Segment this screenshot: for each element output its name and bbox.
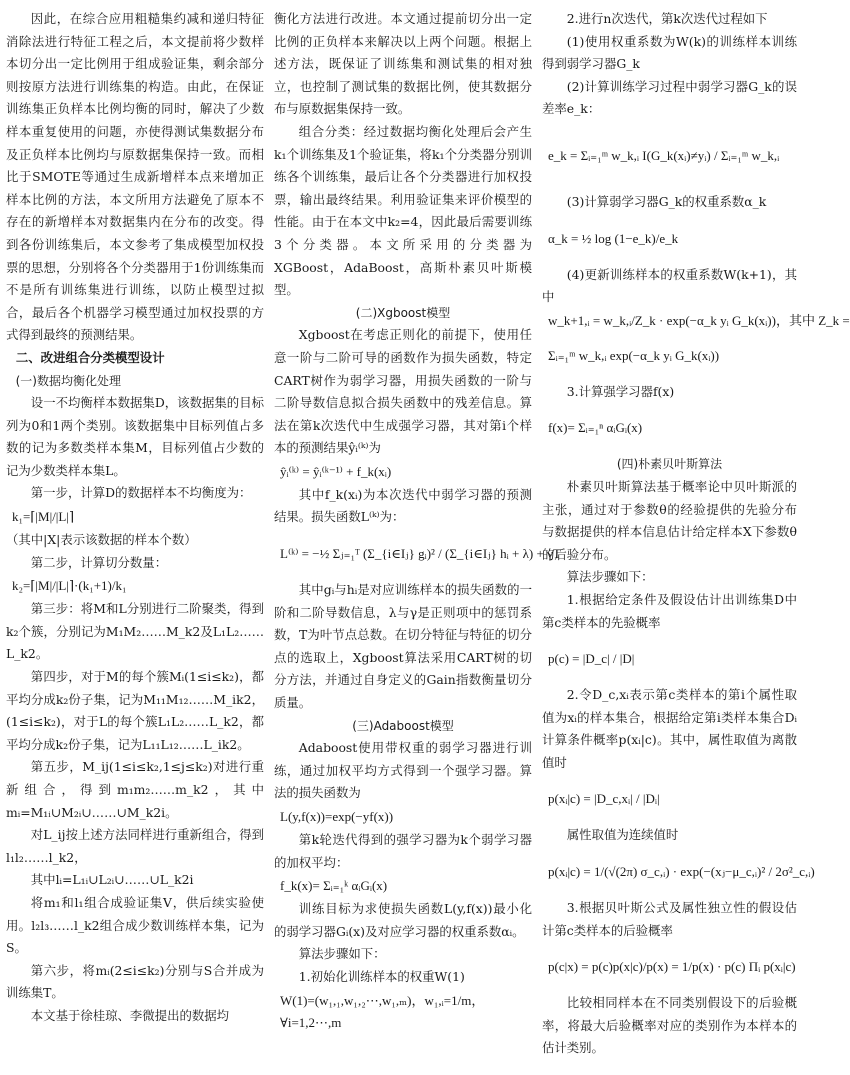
paragraph-kth-round: 第k轮迭代得到的强学习器为k个弱学习器的加权平均：: [274, 832, 532, 870]
paragraph-step5b: 对L_ij按上述方法同样进行重新组合，得到l₁l₂……l_k2，: [6, 827, 264, 865]
paragraph-nb-1: 1.根据给定条件及假设估计出训练集D中第c类样本的先验概率: [542, 591, 797, 630]
equation-posterior: [542, 944, 797, 990]
paragraph-intro: 因此，在综合应用粗糙集约减和递归特征消除法进行特征工程之后，本文提前将少数样本切分出一定比例用于组成验证集，剩余部分则按原方法进行训练集的构造。由此，在保证训练集正负样本比例均衡的同时，解决了少数样本重复使用的问题，亦使得测试集数据分布及正负样本比例均与原数据集保持一致。而相比于SMOTE等通过生成新增样本点来增加正样本比例的方法，本文所用方法避免了原本不存在的新增样本对数据集内在分布的改变。得到各份训练集后，本文参考了集成模型加权投票的思想，分别将各个分类器用于1份训练集而不是所有训练集进行训练，以防止模型过拟合，最后各个机器学习模型通过加权投票的方式得到最终的预测结果。: [6, 11, 264, 343]
subsection-heading-2: (二)Xgboost模型: [355, 305, 451, 320]
equation-forall-formula: ∀i=1,2⋯,m: [280, 1014, 342, 1030]
paragraph-step-init: 1.初始化训练样本的权重W(1): [298, 968, 465, 984]
paragraph-combination: 组合分类：经过数据均衡化处理后会产生k₁个训练集及1个验证集，将k₁个分类器分别训练各个训练集，最后让各个分类器进行加权投票，输出最终结果。利用验证集来评价模型的性能。由于在本文中k₂=4，因此最后需要训练3个分类器。本文所采用的分类器为XGBoost，AdaBoost，高斯朴素贝叶斯模型。: [274, 123, 532, 298]
equation-k1-note: （其中|X|表示该数据的样本个数）: [6, 532, 197, 548]
equation-alpha-formula: α_k = ½ log (1−e_k)/e_k: [548, 230, 679, 246]
equation-discrete: [542, 776, 797, 822]
paragraph-nb-steps: 算法步骤如下：: [566, 569, 654, 585]
paragraph-xgboost: Xgboost在考虑正则化的前提下，使用任意一阶与二阶可导的函数作为损失函数，特定CART树作为弱学习器，用损失函数的一阶与二阶导数信息拟合损失函数中的残差信息。算法在第k次迭代中生成强学习器，其对第i个样本的预测结果ŷᵢ⁽ᵏ⁾为: [274, 327, 532, 456]
equation-ada-loss-formula: L(y,f(x))=exp(−yf(x)): [280, 809, 394, 824]
paragraph-continued: 衡化方法进行改进。本文通过提前切分出一定比例的正负样本来解决以上两个问题。根据上述方法，既保证了训练集和测试集的相对独立，也控制了测试集的数据比例，使其数据分布与原数据集保持一致。: [274, 11, 532, 117]
equation-weight-update: [542, 311, 850, 331]
paragraph-step5d: 将m₁和l₁组合成验证集V，供后续实验使用。l₂l₃……l_k2组合成少数训练样本集，记为S。: [6, 894, 264, 956]
equation-ada-loss: [274, 807, 532, 827]
equation-discrete-formula: p(xᵢ|c) = |D_c,xᵢ| / |Dᵢ|: [548, 791, 660, 807]
equation-k2: [6, 576, 264, 596]
paragraph-nb-end: 比较相同样本在不同类别假设下的后验概率，将最大后验概率对应的类别作为本样本的估计类别。: [542, 995, 797, 1056]
column-middle: [274, 8, 561, 1071]
paragraph-iter-4: (4)更新训练样本的权重系数W(k+1)，其中: [542, 266, 797, 305]
equation-loss-formula: L⁽ᵏ⁾ = −½ Σⱼ₌₁ᵀ (Σ_{i∈Iⱼ} gᵢ)² / (Σ_{i∈Iⱼ} hᵢ + λ) + γT: [280, 546, 561, 562]
subsection-heading-1: (一)数据均衡化处理: [15, 373, 121, 388]
column-left: [6, 8, 264, 1071]
equation-error-rate-formula: e_k = Σᵢ₌₁ᵐ w_k,ᵢ I(G_k(xᵢ)≠yᵢ) / Σᵢ₌₁ᵐ w_k,ᵢ: [548, 147, 780, 163]
paragraph-step5c: 其中lᵢ=L₁ᵢ∪L₂ᵢ∪……∪L_k2i: [30, 872, 194, 888]
equation-w1: [274, 991, 532, 1011]
equation-k1-formula: k₁=⌈|M|/|L|⌉: [12, 509, 75, 525]
equation-normalizer: [542, 333, 797, 379]
equation-k1: [6, 507, 264, 527]
equation-fk: [274, 876, 532, 896]
equation-w1-formula: W(1)=(w₁,₁,w₁,₂⋯,w₁,ₘ)，w₁,ᵢ=1/m，: [280, 992, 485, 1008]
equation-gaussian: [542, 849, 815, 895]
subsection-heading-3: (三)Adaboost模型: [352, 718, 454, 733]
paragraph-steps: 算法步骤如下：: [298, 946, 386, 962]
equation-error-rate: [542, 123, 797, 189]
paragraph-step5: 第五步，M_ij(1≤i≤k₂,1≤j≤k₂)对进行重新组合，得到m₁m₂……m_k2，其中mᵢ=M₁ᵢ∪M₂ᵢ∪……∪M_k2i。: [6, 759, 264, 820]
equation-prediction-formula: ŷᵢ⁽ᵏ⁾ = ŷᵢ⁽ᵏ⁻¹⁾ + f_k(xᵢ): [280, 463, 392, 479]
paragraph-naive-bayes: 朴素贝叶斯算法基于概率论中贝叶斯派的主张，通过对于参数θ的经验提供的先验分布与数据提供的样本信息估计给定样本X下参数θ的后验分布。: [542, 478, 797, 562]
paragraph-adaboost: Adaboost使用带权重的弱学习器进行训练，通过加权平均方式得到一个强学习器。算法的损失函数为: [274, 740, 532, 801]
paragraph-step3: 第三步：将M和L分别进行二阶聚类，得到k₂个簇，分别记为M₁M₂……M_k2及L₁L₂……L_k2。: [6, 601, 264, 662]
paragraph-goal: 训练目标为求使损失函数L(y,f(x))最小化的弱学习器Gᵢ(x)及对应学习器的权重系数αᵢ。: [274, 901, 532, 939]
paragraph-iter-1: (1)使用权重系数为W(k)的训练样本训练得到弱学习器G_k: [542, 33, 797, 72]
paragraph-strong-learner: 3.计算强学习器f(x): [566, 383, 675, 399]
paragraph-step2: 第二步，计算切分数量：: [30, 554, 168, 570]
equation-prior-formula: p(c) = |D_c| / |D|: [548, 651, 635, 667]
paragraph-continuous: 属性取值为连续值时: [566, 827, 679, 843]
equation-posterior-formula: p(c|x) = p(c)p(x|c)/p(x) = 1/p(x) · p(c) Πᵢ p(xᵢ|c): [548, 959, 796, 975]
equation-normalizer-formula: Σᵢ₌₁ᵐ w_k,ᵢ exp(−α_k yᵢ G_k(xᵢ)): [548, 347, 720, 363]
paragraph-step1: 第一步，计算D的数据样本不均衡度为：: [30, 485, 252, 501]
equation-prediction: [274, 462, 532, 482]
section-heading-2: 二、改进组合分类模型设计: [15, 349, 165, 365]
equation-prior: [542, 636, 797, 682]
equation-fx: [542, 405, 797, 451]
paragraph-col1-end: 本文基于徐桂琼、李微提出的数据均: [30, 1007, 230, 1023]
paragraph-gradients: 其中gᵢ与hᵢ是对应训练样本的损失函数的一阶和二阶导数信息，λ与γ是正则项中的惩罚系数，T为叶节点总数。在切分特征与特征的切分点的选取上，Xgboost算法采用CART树的切分方法，并通过自身定义的Gain指数衡量切分质量。: [274, 582, 532, 711]
paragraph-step4: 第四步，对于M的每个簇Mᵢ(1≤i≤k₂)，都平均分成k₂份子集，记为M₁₁M₁₂……M_ik2，(1≤i≤k₂)，对于L的每个簇L₁L₂……L_k2，都平均分成k₂份子集，记为L₁₁L₁₂……L_ik2。: [6, 669, 264, 752]
paragraph-iter-2: (2)计算训练学习过程中弱学习器G_k的误差率e_k：: [542, 78, 797, 117]
paragraph-nb-3: 3.根据贝叶斯公式及属性独立性的假设估计第c类样本的后验概率: [542, 900, 797, 938]
paragraph-iterate: 2.进行n次迭代，第k次迭代过程如下: [566, 11, 768, 26]
equation-alpha: [542, 216, 797, 262]
paragraph-fk: 其中f_k(xᵢ)为本次迭代中弱学习器的预测结果。损失函数L⁽ᵏ⁾为：: [274, 486, 532, 525]
paragraph-iter-3: (3)计算弱学习器G_k的权重系数α_k: [566, 193, 767, 209]
equation-loss: [274, 531, 561, 577]
paragraph-nb-2: 2.令D_c,xᵢ表示第c类样本的第i个属性取值为xᵢ的样本集合，根据给定第i类样本集合Dᵢ计算条件概率p(xᵢ|c)。其中，属性取值为离散值时: [542, 687, 797, 770]
paragraph-dataset-def: 设一不均衡样本数据集D，该数据集的目标列为0和1两个类别。该数据集中目标列值占多数的记为多数类样本集M，目标列值占少数的记为少数类样本集L。: [6, 395, 264, 478]
equation-fk-formula: f_k(x)= Σᵢ₌₁ᵏ αᵢGᵢ(x): [280, 878, 388, 894]
equation-fx-formula: f(x)= Σᵢ₌₁ⁿ αᵢGᵢ(x): [548, 420, 643, 436]
subsection-heading-4: (四)朴素贝叶斯算法: [616, 457, 723, 472]
column-right: [542, 8, 850, 1071]
paragraph-step6: 第六步，将mᵢ(2≤i≤k₂)分别与S合并成为训练集T。: [6, 962, 264, 1001]
equation-k2-formula: k₂=⌈|M|/|L|⌉·(k₁+1)/k₁: [12, 578, 127, 594]
equation-forall: [274, 1013, 532, 1033]
equation-gaussian-formula: p(xᵢ|c) = 1/(√(2π) σ_c,ᵢ) · exp(−(xⱼ−μ_c,ᵢ)² / 2σ²_c,ᵢ): [548, 864, 815, 880]
equation-weight-update-formula: w_k+1,ᵢ = w_k,ᵢ/Z_k · exp(−α_k yᵢ G_k(xᵢ))，其中 Z_k =: [548, 312, 850, 328]
